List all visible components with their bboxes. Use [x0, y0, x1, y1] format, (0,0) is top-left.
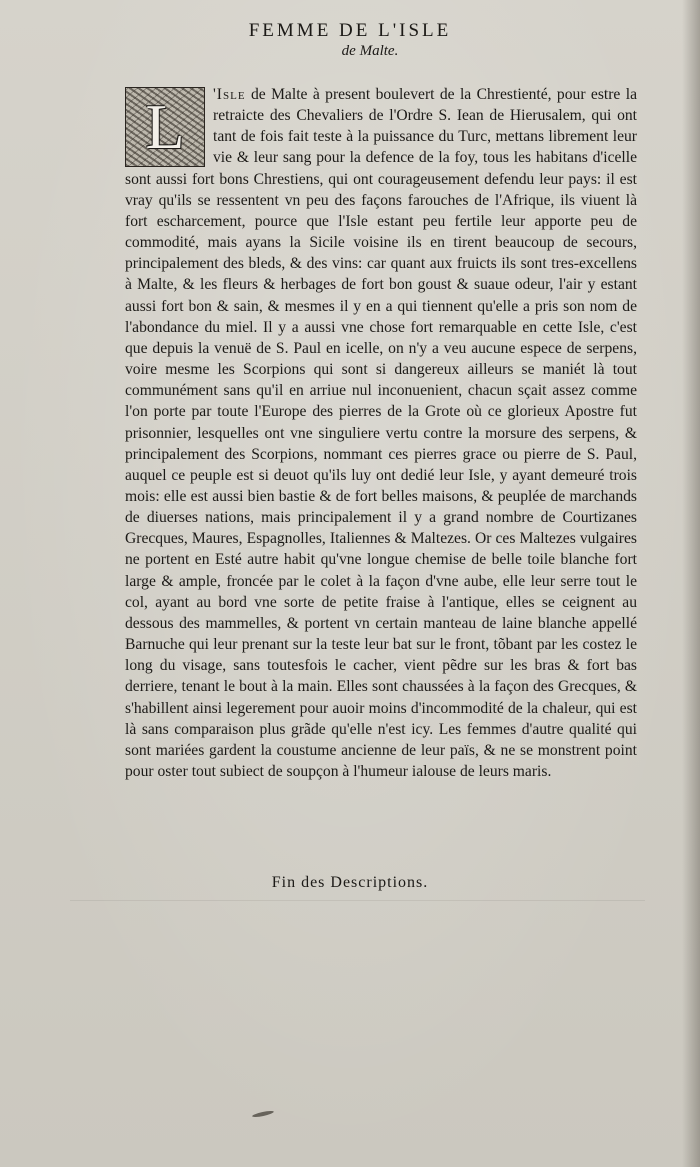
paragraph-lead-word: 'Isle	[213, 86, 246, 103]
drop-cap-letter: L	[145, 91, 185, 162]
running-title: FEMME DE L'ISLE	[248, 20, 452, 41]
page-gutter-shadow	[682, 0, 700, 1167]
page-header	[0, 20, 700, 60]
body-paragraph	[125, 84, 637, 782]
running-subtitle: de Malte.	[341, 43, 399, 59]
finis-line: Fin des Descriptions.	[271, 874, 429, 891]
ink-smudge	[252, 1110, 274, 1118]
bleed-through-area	[70, 900, 645, 1001]
paragraph-text: de Malte à present boulevert de la Chrestienté, pour estre la retraicte des Chevaliers de l'Ordre S. Iean de Hierusalem, qui ont tant de fois fait teste à la puissance du Turc, mettans librement leur vie & leur sang pour la defence de la foy, tous les habitans d'icelle sont aussi fort bons Chrestiens, qui ont courageusement defendu leur pays: il est vray qu'ils se ressentent vn peu des façons farouches de l'Afrique, ils viuent là fort escharcement, pource que l'Isle estant peu fertile leur apporte peu de commodité, mais ayans la Sicile voisine ils en tirent beaucoup de secours, principalement des bleds, & des vins: car quant aux fruicts ils sont tres-excellens à Malte, & les fleurs & herbages de fort bon goust & suaue odeur, l'air y estant aussi fort bon & sain, & mesmes il y en a qui tiennent qu'elle a pris son nom de l'abondance du miel. Il y a aussi vne chose fort remarquable en cette Isle, c'est que depuis la venuë de S. Paul en icelle, on n'y a veu aucune espece de serpens, voire mesme les Scorpions qui sont si dangereux ailleurs se maniét là tout communément sans qu'il en arriue nul inconuenient, chacun sçait assez comme l'on porte par toute l'Europe des pierres de la Grote où ce glorieux Apostre fut prisonnier, lesquelles ont vne singuliere vertu contre la morsure des serpens, & principalement des Scorpions, nommant ces pierres grace ou pierre de S. Paul, auquel ce peuple est si deuot qu'ils luy ont dedié leur Isle, y ayant demeuré trois mois: elle est aussi bien bastie & de fort belles maisons, & peuplée de marchands de diuerses nations, mais principalement il y a grand nombre de Courtizanes Grecques, Maures, Espagnolles, Italiennes & Maltezes. Or ces Maltezes vulgaires ne portent en Esté autre habit qu'vne longue chemise de belle toile blanche fort large & ample, froncée par le colet à la façon d'vne aube, elle leur serre tout le col, ayant au bord vne sorte de petite fraise à l'antique, elles se ceignent au dessous des mammelles, & portent vn certain manteau de laine blanche appellé Barnuche qui leur prenant sur la teste leur bat sur le front, tõbant par les costez le long du visage, sans toutesfois le cacher, vient pẽdre sur les bras & fort bas derriere, tenant le bout à la main. Elles sont chaussées à la façon des Grecques, & s'habillent ainsi legerement pour auoir moins d'incommodité de la chaleur, qui est là sans comparaison plus grãde qu'elle n'est icy. Les femmes d'autre qualité qui sont mariées gardent la coustume ancienne de leur païs, & ne se monstrent point pour oster tout subiect de soupçon à l'humeur ialouse de leurs maris.	[125, 86, 637, 780]
ornamental-drop-cap	[125, 87, 205, 167]
